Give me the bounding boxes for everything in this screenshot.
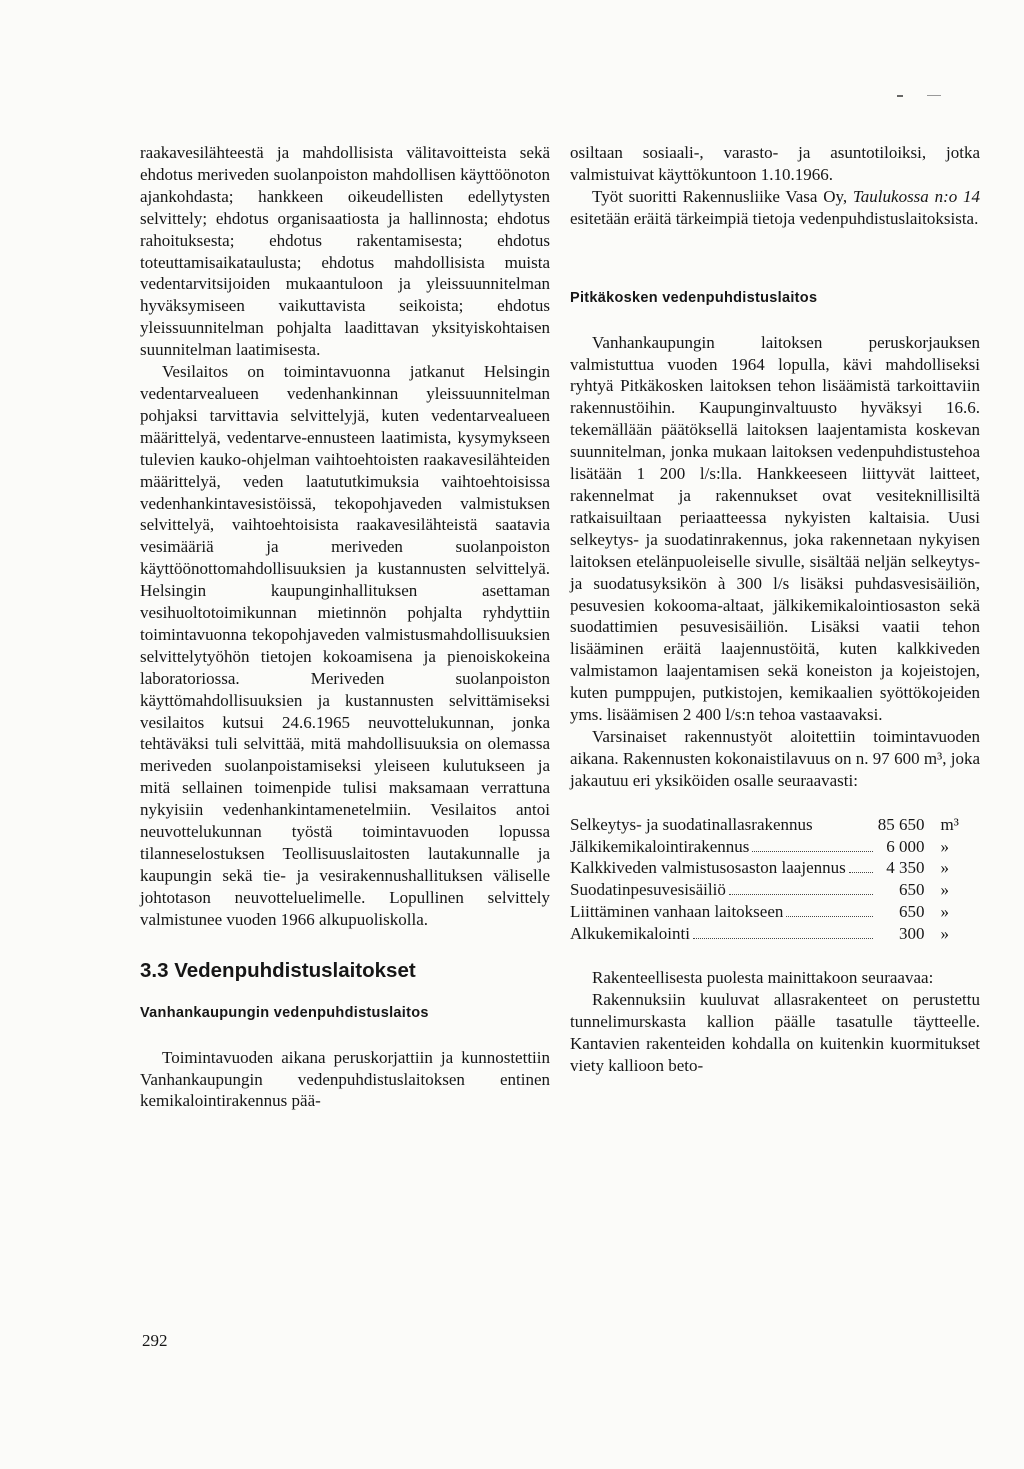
table-row xyxy=(570,901,980,923)
row-unit: m³ xyxy=(940,814,959,834)
table-row xyxy=(570,857,980,879)
right-paragraph-5: Rakenteellisesta puolesta mainittakoon seuraavaa: xyxy=(592,968,934,988)
volume-table xyxy=(570,814,980,945)
row-label: Selkeytys- ja suodatinallasrakennus xyxy=(570,814,813,834)
row-label: Liittäminen vanhaan laitokseen xyxy=(570,902,784,922)
leader-dots xyxy=(693,938,873,939)
right-column xyxy=(570,142,980,1077)
section-title: 3.3 Vedenpuhdistuslaitokset xyxy=(140,958,416,982)
left-column xyxy=(140,142,550,1112)
left-paragraph-1: raakavesilähteestä ja mahdollisista välitavoitteista sekä ehdotus meriveden suolanpoiston mahdollisen käyttöönoton ajankohdasta; hankkeen oikeudellisten edellytysten selvittely; ehdotus organisaatiosta ja hallinnosta; ehdotus rahoituksesta; ehdotus rakentamisesta; ehdotus toteuttamisaikataulusta; ehdotus mahdollisista muista vedentarvitsijoiden mukaantuloon ja yleissuunnitelman hyväksymiseen vaikuttavista seikoista; ehdotus yleissuunnitelman pohjalta laadittavan yksityiskohtaisen suunnitelman laatimisesta. xyxy=(140,143,550,360)
row-value: 650 xyxy=(899,880,925,900)
row-value: 85 650 xyxy=(877,814,925,834)
right-paragraph-2-prefix: Työt suoritti Rakennusliike Vasa Oy, xyxy=(592,186,848,206)
right-paragraph-4: Varsinaiset rakennustyöt aloitettiin toimintavuoden aikana. Rakennusten kokonaistilavuus on n. 97 600 m³, joka jakautuu eri yksiköiden osalle seuraavasti: xyxy=(570,726,980,790)
table-reference: Taulukossa n:o 14 xyxy=(852,186,980,206)
row-label: Alkukemikalointi xyxy=(570,924,690,944)
row-unit: » xyxy=(940,880,949,900)
table-row xyxy=(570,814,980,836)
leader-dots xyxy=(786,916,873,917)
row-unit: » xyxy=(940,924,949,944)
right-paragraph-3: Vanhankaupungin laitoksen peruskorjauksen valmistuttua vuoden 1964 lopulla, kävi mahdolliseksi ryhtyä Pitkäkosken laitoksen tehon lisäämistä tarkoittaviin rakennustöihin. Kaupunginvaltuusto hyväksyi 16.6. tekemällään päätöksellä laitoksen laajentamista koskevan suunnitelman, jonka mukaan laitoksen vedenpuhdistustehoa lisätään 1 200 l/s:lla. Hankkeeseen liittyvät laitteet, rakennelmat ja rakennukset ovat vesiteknillisiltä ratkaisuiltaan periaatteessa nykyisten kaltaisia. Uusi selkeytys- ja suodatinrakennus, joka rakennetaan nykyisen laitoksen etelänpuoleiselle sivulle, sisältää neljän selkeytys- ja suodatusyksikön à 300 l/s lisäksi puhdasvesisäiliön, pesuvesien kokooma-altaat, jälkikemikalointiosaston sekä suodattimien pesuvesisäiliön. Lisäksi vaatii tehon lisääminen eräitä laajennustöitä, kuten kalkkiveden valmistamon laajentamisen sekä koneiston ja kojeistojen, kuten pumppujen, putkistojen, kemikaalien syöttökojeiden yms. lisäämisen 2 400 l/s:n tehoa vastaavaksi. xyxy=(570,332,980,725)
row-value: 6 000 xyxy=(886,836,925,856)
row-value: 650 xyxy=(899,902,925,922)
right-paragraph-2 xyxy=(570,186,980,230)
scan-speck xyxy=(897,95,903,97)
row-label: Suodatinpesuvesisäiliö xyxy=(570,880,726,900)
table-row xyxy=(570,879,980,901)
row-unit: » xyxy=(940,858,949,878)
subsection-title-vanhankaupunki: Vanhankaupungin vedenpuhdistuslaitos xyxy=(140,1004,429,1021)
right-paragraph-1: osiltaan sosiaali-, varasto- ja asuntotiloiksi, jotka valmistuivat käyttökuntoon 1.10.1966. xyxy=(570,143,980,184)
leader-dots xyxy=(752,851,873,852)
subsection-title-pitkakoski: Pitkäkosken vedenpuhdistuslaitos xyxy=(570,289,818,306)
leader-dots xyxy=(849,872,873,873)
row-value: 300 xyxy=(899,924,925,944)
scan-speck xyxy=(927,95,941,96)
row-label: Kalkkiveden valmistusosaston laajennus xyxy=(570,858,846,878)
right-paragraph-2-suffix: esitetään eräitä tärkeimpiä tietoja vedenpuhdistuslaitoksista. xyxy=(570,208,979,228)
leader-dots xyxy=(729,894,873,895)
table-row xyxy=(570,923,980,945)
row-unit: » xyxy=(940,902,949,922)
left-paragraph-2: Vesilaitos on toimintavuonna jatkanut Helsingin vedentarvealueen vedenhankinnan yleissuunnitelman pohjaksi tarvittavia selvittelyjä, kuten vedentarvealueen määrittelyä, vedentarve-ennusteen laatimista, kysymykseen tulevien kauko-ohjelman vaihtoehtoisten raakavesilähteiden määrittelyä, veden laatututkimuksia vaihtoehtoisissa vedenhankintavesistöissä, tekopohjaveden valmistuksen selvittelyä, vaihtoehtoisista raakavesilähteistä saatavia vesimääriä ja meriveden suolanpoiston käyttöönottomahdollisuuksien ja kustannusten selvittelyä. Helsingin kaupunginhallituksen asettaman vesihuoltotoimikunnan mietinnön pohjalta ryhdyttiin toimintavuonna tekopohjaveden valmistusmahdollisuuksien selvittelytyöhön tietojen kokoamisena ja pienoiskokeina laboratoriossa. Meriveden suolanpoiston käyttömahdollisuuksien ja kustannusten selvittämiseksi vesilaitos kutsui 24.6.1965 neuvottelukunnan, jonka tehtäväksi tuli selvittää, mitä mahdollisuuksia on olemassa meriveden suolanpoistamiseksi yleiseen kulutukseen ja mitä sellainen toimenpide tulisi maksamaan verrattuna nykyisiin vedenhankintamenetelmiin. Vesilaitos antoi neuvottelukunnan työstä toimintavuoden lopussa tilanneselostuksen Teollisuuslaitosten lautakunnalle ja kaupungin sekä tie- ja vesirakennushallituksen väliselle johtotason neuvotteluelimelle. Lopullinen selvittely valmistunee vuoden 1966 alkupuoliskolla. xyxy=(140,362,550,929)
page-number: 292 xyxy=(142,1331,168,1350)
row-label: Jälkikemikalointirakennus xyxy=(570,836,750,856)
row-value: 4 350 xyxy=(886,858,925,878)
row-unit: » xyxy=(940,836,949,856)
right-paragraph-6: Rakennuksiin kuuluvat allasrakenteet on perustettu tunnelimurskasta kallion päälle tasatulle täytteelle. Kantavien rakenteiden kohdalla on kuitenkin kuormitukset viety kallioon beto- xyxy=(570,990,980,1075)
left-paragraph-3: Toimintavuoden aikana peruskorjattiin ja kunnostettiin Vanhankaupungin vedenpuhdistuslaitoksen entinen kemikalointirakennus pää- xyxy=(140,1047,550,1111)
table-row xyxy=(570,836,980,858)
